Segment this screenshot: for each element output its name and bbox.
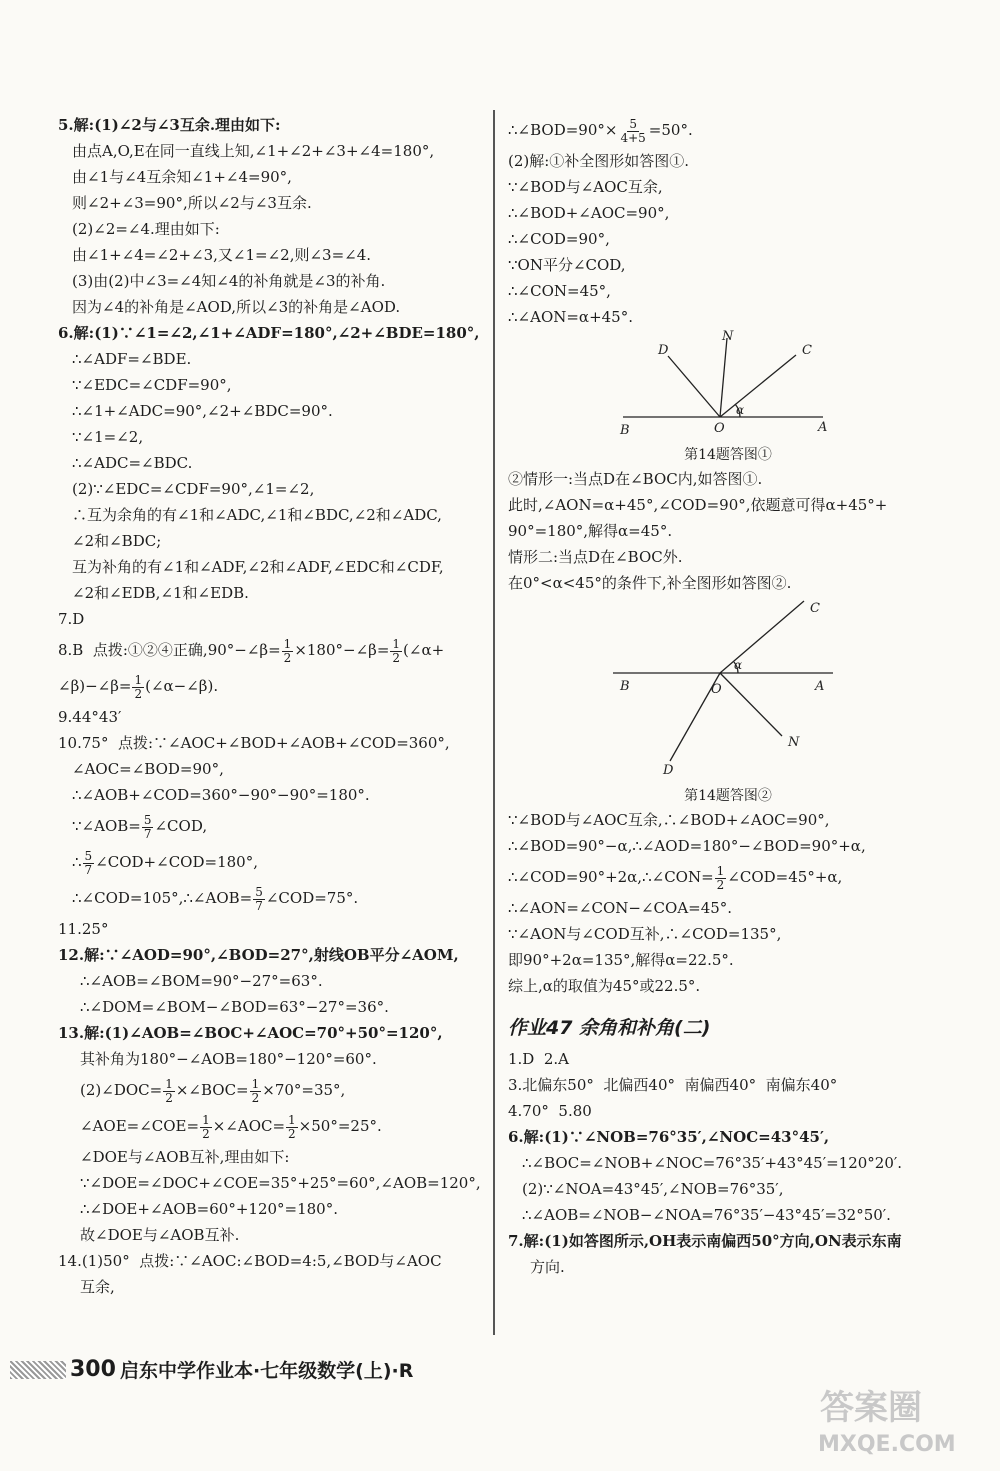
text-segment: ∴∠BOD=90°× [508,121,618,139]
fraction-denominator: 2 [134,686,143,701]
text-line: 6.解:(1)∵∠1=∠2,∠1+∠ADF=180°,∠2+∠BDE=180°, [58,324,480,342]
watermark-brand: 答案圈 [820,1388,922,1428]
text-line: ∴∠AOB=∠NOB−∠NOA=76°35′−43°45′=32°50′. [522,1206,891,1224]
figure-14-2 [508,596,948,807]
fraction-numerator: 5 [629,116,637,131]
fig1-label-o: O [714,421,725,436]
text-line: 互余, [80,1278,115,1296]
right-column [508,112,948,1280]
text-line: 6.解:(1)∵∠NOB=76°35′,∠NOC=43°45′, [508,1128,830,1146]
fraction-numerator: 1 [288,1112,296,1127]
text-line: 由∠1+∠4=∠2+∠3,又∠1=∠2,则∠3=∠4. [72,246,372,264]
text-line: 互为补角的有∠1和∠ADF,∠2和∠ADF,∠EDC和∠CDF, [72,558,444,576]
fraction-denominator: 4+5 [620,130,646,145]
text-line: 5.解:(1)∠2与∠3互余.理由如下: [58,116,281,134]
text-line: ∴∠AON=α+45°. [508,308,633,326]
fig1-label-c: C [802,343,812,358]
text-segment: ×180°−∠β= [294,641,390,659]
text-line [58,808,490,844]
fraction-numerator: 1 [251,1076,260,1091]
text-line: 9.44°43′ [58,708,122,726]
page-number: 300 [70,1357,116,1382]
text-line: ∠AOC=∠BOD=90°, [72,760,224,778]
text-segment: ×70°=35°, [262,1081,346,1099]
text-line: ∠DOE与∠AOB互补,理由如下: [80,1148,290,1166]
text-segment: ×∠AOC= [212,1117,286,1135]
fig2-label-n: N [788,735,800,750]
fraction [282,638,294,665]
text-segment: (∠α−∠β). [145,677,219,695]
text-line: ∵∠1=∠2, [72,428,144,446]
text-segment: ∠COD, [154,817,208,835]
text-line [508,859,948,895]
text-segment: ∠COD=45°+α, [727,868,843,886]
text-line: ∵∠EDC=∠CDF=90°, [72,376,232,394]
answer-14-part1 [508,112,948,330]
text-segment: ∴ [72,853,82,871]
text-line: 故∠DOE与∠AOB互补. [80,1226,240,1244]
fraction-numerator: 1 [165,1076,173,1091]
column-divider [493,110,495,1335]
page-footer [10,1356,413,1383]
text-line: ∴∠DOM=∠BOM−∠BOD=63°−27°=36°. [80,998,389,1016]
text-line: ∵ON平分∠COD, [508,256,626,274]
text-line: (3)由(2)中∠3=∠4知∠4的补角就是∠3的补角. [72,272,386,290]
text-line: 12.解:∵∠AOD=90°,∠BOD=27°,射线OB平分∠AOM, [58,946,459,964]
text-line: ∵∠AON与∠COD互补,∴∠COD=135°, [508,925,782,943]
fraction-numerator: 1 [392,636,401,651]
text-line: ∠2和∠BDC; [72,532,162,550]
text-line: ∴∠AON=∠CON−∠COA=45°. [508,899,733,917]
text-segment: ∠COD+∠COD=180°, [95,853,258,871]
text-line: ∴∠AOB=∠BOM=90°−27°=63°. [80,972,323,990]
text-line [58,844,490,880]
fraction [83,850,95,877]
text-line: 情形二:当点D在∠BOC外. [508,548,683,566]
text-segment: (2)∠DOC= [80,1081,163,1099]
text-segment: 8.B 点拨:①②④正确,90°−∠β= [58,641,281,659]
text-segment: ×50°=25°. [298,1117,382,1135]
text-line: 4.70° 5.80 [508,1102,592,1120]
text-line: (2)∵∠EDC=∠CDF=90°,∠1=∠2, [72,480,315,498]
text-segment: ×∠BOC= [175,1081,249,1099]
text-line: 由点A,O,E在同一直线上知,∠1+∠2+∠3+∠4=180°, [72,142,435,160]
text-line: (2)解:①补全图形如答图①. [508,152,690,170]
text-line: ∵∠BOD与∠AOC互余, [508,178,663,196]
fraction [200,1114,212,1141]
fraction [142,814,154,841]
fraction [250,1078,262,1105]
fig2-label-alpha: α [734,658,743,672]
fig1-label-a: A [818,420,828,435]
fraction-denominator: 7 [255,898,263,913]
fraction-denominator: 7 [84,862,93,877]
fig2-label-c: C [810,601,820,616]
fraction-denominator: 2 [283,650,292,665]
fraction-numerator: 1 [716,863,725,878]
section-47-answers [508,1046,948,1280]
text-line: ∠2和∠EDB,∠1和∠EDB. [72,584,249,602]
text-segment: ∴∠COD=105°,∴∠AOB= [72,889,253,907]
fig2-label-b: B [620,679,630,694]
fig1-label-d: D [658,343,669,358]
text-segment: (∠α+ [403,641,445,659]
text-line [58,632,490,668]
fig1-label-b: B [620,423,630,438]
text-segment: ∴∠COD=90°+2α,∴∠CON= [508,868,714,886]
book-title: 启东中学作业本·七年级数学(上)·R [119,1360,414,1382]
fraction-numerator: 5 [143,812,152,827]
figure-14-2-caption: 第14题答图② [684,788,772,804]
text-line: 13.解:(1)∠AOB=∠BOC+∠AOC=70°+50°=120°, [58,1024,443,1042]
text-line: 1.D 2.A [508,1050,570,1068]
text-line: 7.D [58,610,85,628]
fraction-denominator: 2 [165,1090,173,1105]
fig1-label-n: N [722,330,734,344]
text-line: ∴互为余角的有∠1和∠ADC,∠1和∠BDC,∠2和∠ADC, [72,506,442,524]
text-line: ∴∠COD=90°, [508,230,610,248]
fraction-numerator: 1 [202,1112,210,1127]
fraction-numerator: 5 [84,848,93,863]
text-line: ②情形一:当点D在∠BOC内,如答图①. [508,470,763,488]
text-segment: ∵∠AOB= [72,817,141,835]
text-line: 其补角为180°−∠AOB=180°−120°=60°. [80,1050,377,1068]
fraction-numerator: 1 [283,636,292,651]
text-line: ∴∠CON=45°, [508,282,611,300]
fraction-numerator: 5 [255,884,263,899]
text-segment: ∠AOE=∠COE= [80,1117,200,1135]
text-line: 3.北偏东50° 北偏西40° 南偏西40° 南偏东40° [508,1076,838,1094]
text-segment: ∠β)−∠β= [58,677,132,695]
text-line: 则∠2+∠3=90°,所以∠2与∠3互余. [72,194,312,212]
fraction-denominator: 2 [392,650,401,665]
figure-14-1-diagram [508,330,948,440]
footer-pattern [10,1361,66,1379]
fraction [286,1114,298,1141]
fraction-denominator: 2 [251,1090,260,1105]
text-line [58,880,490,916]
fraction [253,886,265,913]
text-line: 此时,∠AON=α+45°,∠COD=90°,依题意可得α+45°+ [508,496,888,514]
text-line: 10.75° 点拨:∵∠AOC+∠BOD+∠AOB+∠COD=360°, [58,734,450,752]
fraction-denominator: 7 [143,826,152,841]
text-line: 即90°+2α=135°,解得α=22.5°. [508,951,734,969]
text-line: ∴∠BOC=∠NOB+∠NOC=76°35′+43°45′=120°20′. [522,1154,903,1172]
text-line: ∵∠BOD与∠AOC互余,∴∠BOD+∠AOC=90°, [508,811,830,829]
text-line: ∴∠ADC=∠BDC. [72,454,193,472]
answer-14-part2 [508,466,948,596]
text-line: 由∠1与∠4互余知∠1+∠4=90°, [72,168,292,186]
text-line: 综上,α的取值为45°或22.5°. [508,977,701,995]
fraction [715,865,727,892]
left-column [58,112,490,1300]
fig1-label-alpha: α [736,403,745,417]
fraction [618,118,647,145]
text-line: ∴∠1+∠ADC=90°,∠2+∠BDC=90°. [72,402,333,420]
fraction-denominator: 2 [288,1126,296,1141]
text-line: ∵∠DOE=∠DOC+∠COE=35°+25°=60°,∠AOB=120°, [80,1174,481,1192]
text-line: (2)∠2=∠4.理由如下: [72,220,220,238]
text-line: 方向. [530,1258,565,1276]
section-heading: 作业47 余角和补角(二) [508,1017,711,1039]
text-line: ∴∠DOE+∠AOB=60°+120°=180°. [80,1200,338,1218]
figure-14-1-caption: 第14题答图① [684,447,772,463]
text-line: ∴∠AOB+∠COD=360°−90°−90°=180°. [72,786,370,804]
fig2-label-a: A [815,679,825,694]
fraction-numerator: 1 [134,672,143,687]
text-line [58,1108,490,1144]
fraction [163,1078,175,1105]
fraction [390,638,402,665]
text-segment: ∠COD=75°. [265,889,359,907]
figure-14-1 [508,330,948,466]
text-line: ∴∠BOD+∠AOC=90°, [508,204,670,222]
fraction-denominator: 2 [202,1126,210,1141]
text-line: 14.(1)50° 点拨:∵∠AOC:∠BOD=4:5,∠BOD与∠AOC [58,1252,442,1270]
text-line: (2)∵∠NOA=43°45′,∠NOB=76°35′, [522,1180,784,1198]
text-line [508,112,948,148]
fraction [132,674,144,701]
answer-14-part3 [508,807,948,999]
text-line: 7.解:(1)如答图所示,OH表示南偏西50°方向,ON表示东南 [508,1232,902,1250]
fig2-label-o: O [711,682,722,697]
text-line [58,1072,490,1108]
text-segment: =50°. [648,121,693,139]
text-line: 在0°<α<45°的条件下,补全图形如答图②. [508,574,792,592]
text-line: 11.25° [58,920,109,938]
text-line: ∴∠ADF=∠BDE. [72,350,192,368]
text-line: 因为∠4的补角是∠AOD,所以∠3的补角是∠AOD. [72,298,401,316]
text-line: ∴∠BOD=90°−α,∴∠AOD=180°−∠BOD=90°+α, [508,837,866,855]
fraction-denominator: 2 [716,877,725,892]
watermark-url: MXQE.COM [818,1432,956,1457]
text-line [58,668,490,704]
text-line: 90°=180°,解得α=45°. [508,522,673,540]
figure-14-2-diagram [508,596,948,781]
fig2-label-d: D [663,763,674,778]
